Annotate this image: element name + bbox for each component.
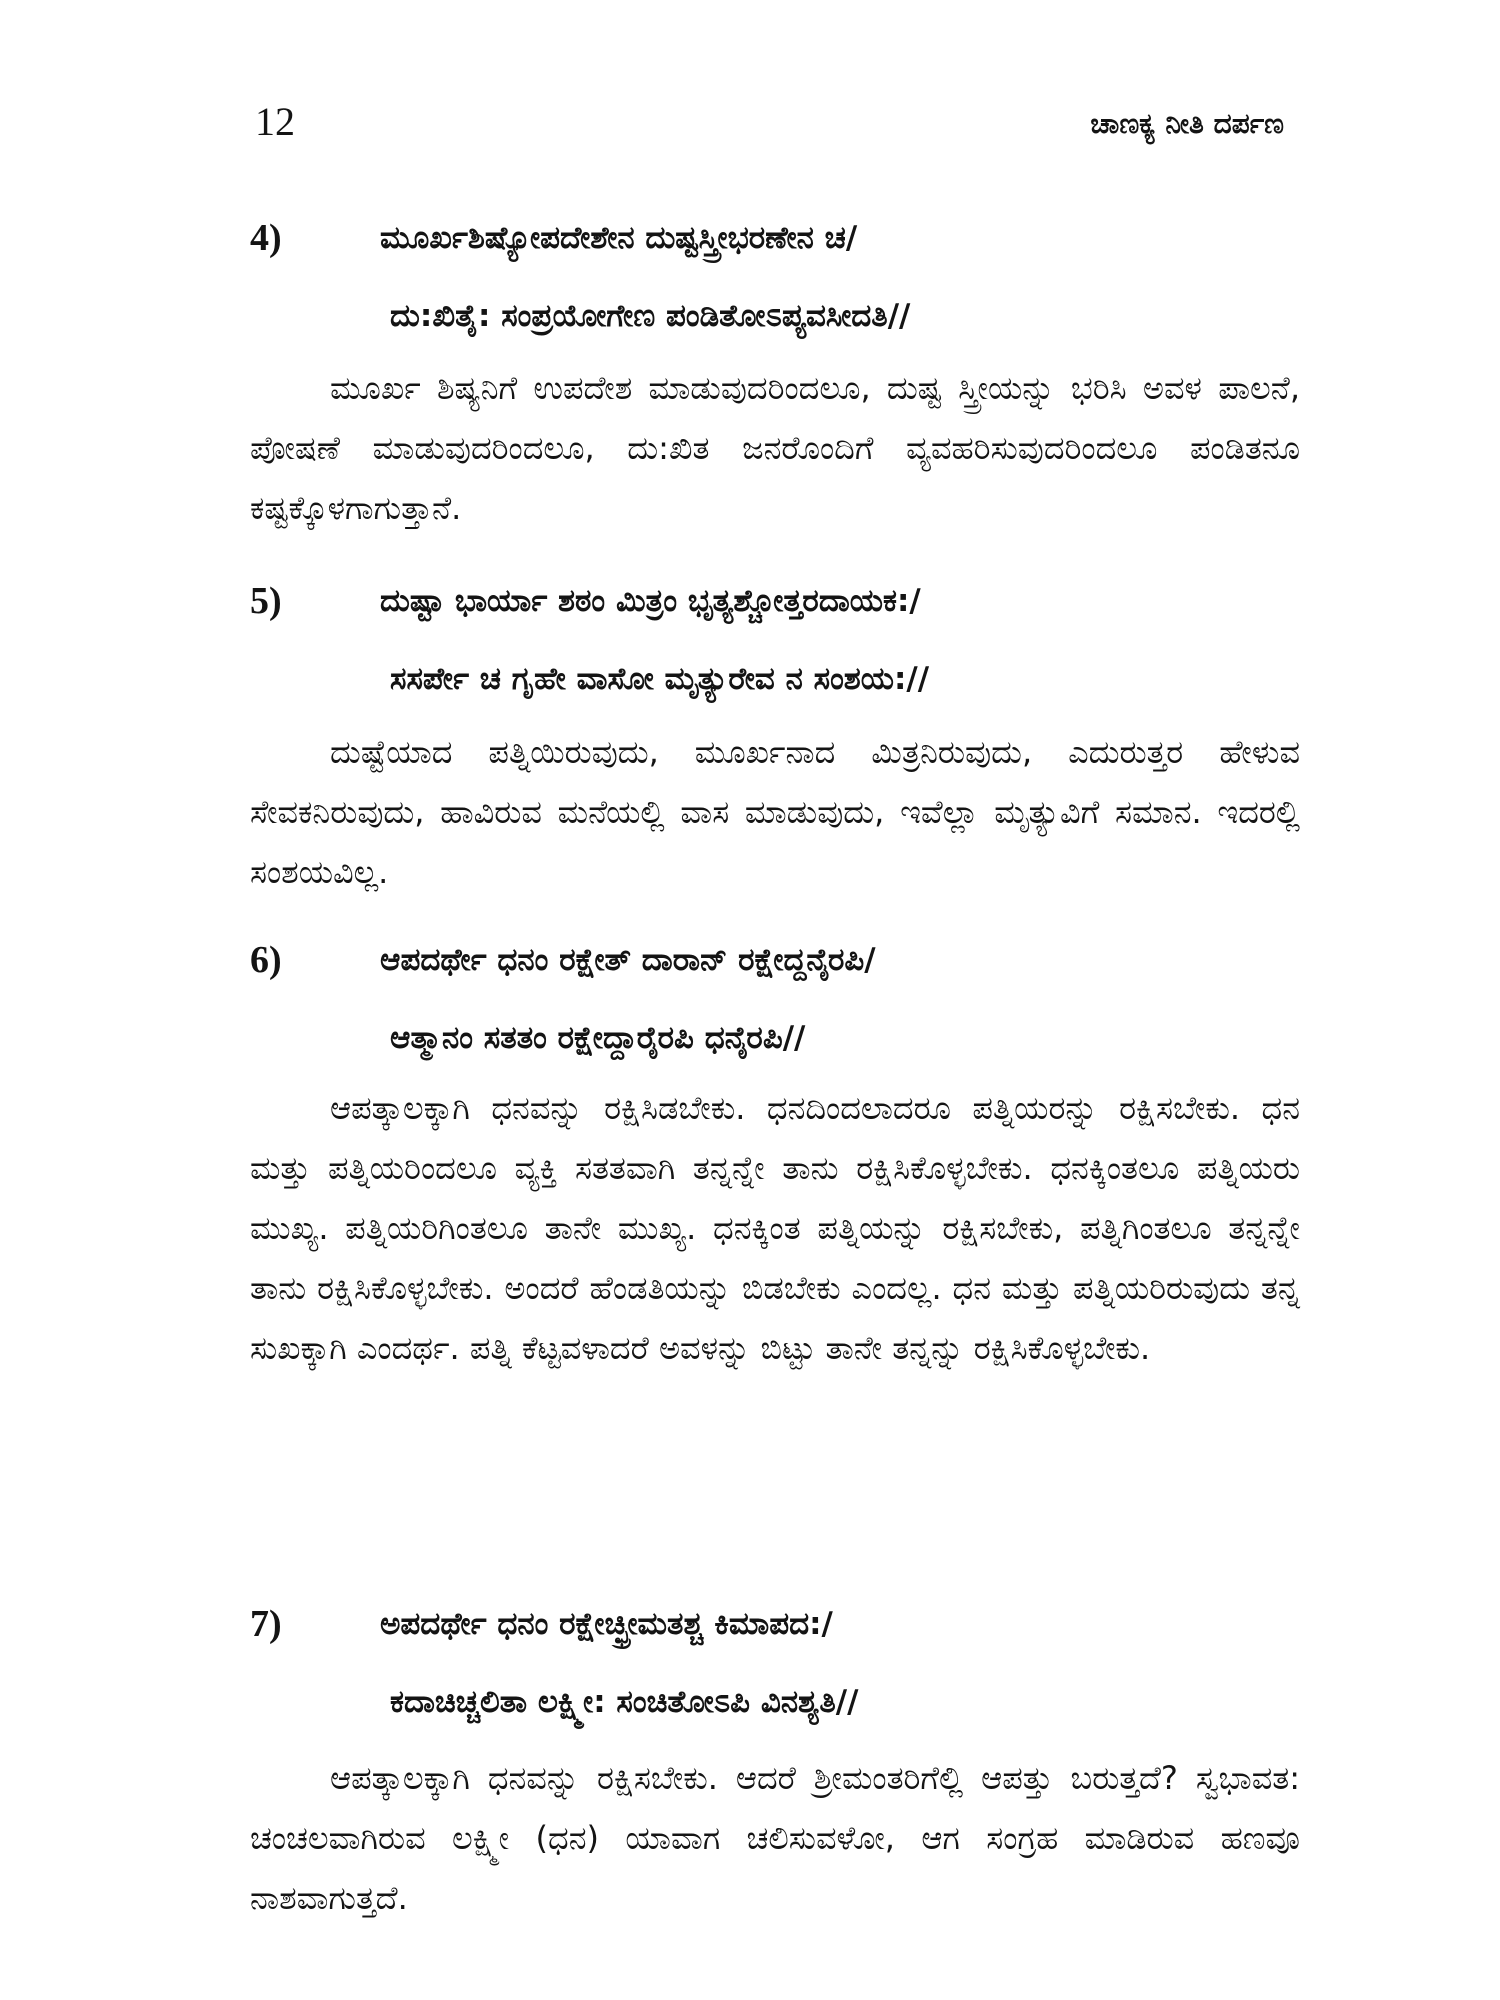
meaning-7: ಆಪತ್ಕಾಲಕ್ಕಾಗಿ ಧನವನ್ನು ರಕ್ಷಿಸಬೇಕು. ಆದರೆ ಶ್ರೀಮಂತರಿಗೆಲ್ಲಿ ಆಪತ್ತು ಬರುತ್ತದೆ? ಸ್ವಭಾವತ: ಚಂಚಲವಾಗಿರುವ ಲಕ್ಷ್ಮೀ (ಧನ) ಯಾವಾಗ ಚಲಿಸುವಳೋ, ಆಗ ಸಂಗ್ರಹ ಮಾಡಿರುವ ಹಣವೂ ನಾಶವಾಗುತ್ತದೆ. [250,1759,1300,1917]
verse-7 [250,1598,1300,1738]
page-number: 12 [255,99,295,144]
verse-line-1: ದುಷ್ಟಾ ಭಾರ್ಯಾ ಶಠಂ ಮಿತ್ರಂ ಭೃತ್ಯಶ್ಚೋತ್ತರದಾಯಕ:/ [380,583,921,619]
verse-line-2: ಕದಾಚಿಚ್ಚಲಿತಾ ಲಕ್ಷ್ಮೀ: ಸಂಚಿತೋಽಪಿ ವಿನಶ್ಯತಿ// [390,1684,859,1720]
meaning-6: ಆಪತ್ಕಾಲಕ್ಕಾಗಿ ಧನವನ್ನು ರಕ್ಷಿಸಿಡಬೇಕು. ಧನದಿಂದಲಾದರೂ ಪತ್ನಿಯರನ್ನು ರಕ್ಷಿಸಬೇಕು. ಧನ ಮತ್ತು ಪತ್ನಿಯರಿಂದಲೂ ವ್ಯಕ್ತಿ ಸತತವಾಗಿ ತನ್ನನ್ನೇ ತಾನು ರಕ್ಷಿಸಿಕೊಳ್ಳಬೇಕು. ಧನಕ್ಕಿಂತಲೂ ಪತ್ನಿಯರು ಮುಖ್ಯ. ಪತ್ನಿಯರಿಗಿಂತಲೂ ತಾನೇ ಮುಖ್ಯ. ಧನಕ್ಕಿಂತ ಪತ್ನಿಯನ್ನು ರಕ್ಷಿಸಬೇಕು, ಪತ್ನಿಗಿಂತಲೂ ತನ್ನನ್ನೇ ತಾನು ರಕ್ಷಿಸಿಕೊಳ್ಳಬೇಕು. ಅಂದರೆ ಹೆಂಡತಿಯನ್ನು ಬಿಡಬೇಕು ಎಂದಲ್ಲ. ಧನ ಮತ್ತು ಪತ್ನಿಯರಿರುವುದು ತನ್ನ ಸುಖಕ್ಕಾಗಿ ಎಂದರ್ಥ. ಪತ್ನಿ ಕೆಟ್ಟವಳಾದರೆ ಅವಳನ್ನು ಬಿಟ್ಟು ತಾನೇ ತನ್ನನ್ನು ರಕ್ಷಿಸಿಕೊಳ್ಳಬೇಕು. [250,1089,1300,1367]
verse-line-2: ಸಸರ್ಪೇ ಚ ಗೃಹೇ ವಾಸೋ ಮೃತ್ಯುರೇವ ನ ಸಂಶಯ:// [390,661,930,697]
verse-line-2: ಆತ್ಮಾನಂ ಸತತಂ ರಕ್ಷೇದ್ದಾರೈರಪಿ ಧನೈರಪಿ// [390,1020,806,1056]
verse-5 [250,575,1300,715]
verse-line-1: ಮೂರ್ಖಶಿಷ್ಯೋಪದೇಶೇನ ದುಷ್ಟಸ್ತ್ರೀಭರಣೇನ ಚ/ [380,220,858,256]
verse-line-1: ಅಪದರ್ಥೇ ಧನಂ ರಕ್ಷೇಚ್ಛ್ರೀಮತಶ್ಚ ಕಿಮಾಪದ:/ [380,1606,833,1642]
verse-line-1: ಆಪದರ್ಥೇ ಧನಂ ರಕ್ಷೇತ್ ದಾರಾನ್ ರಕ್ಷೇದ್ದನೈರಪಿ/ [380,942,876,978]
verse-4 [250,212,1300,352]
meaning-4: ಮೂರ್ಖ ಶಿಷ್ಯನಿಗೆ ಉಪದೇಶ ಮಾಡುವುದರಿಂದಲೂ, ದುಷ್ಟ ಸ್ತ್ರೀಯನ್ನು ಭರಿಸಿ ಅವಳ ಪಾಲನೆ, ಪೋಷಣೆ ಮಾಡುವುದರಿಂದಲೂ, ದು:ಖಿತ ಜನರೊಂದಿಗೆ ವ್ಯವಹರಿಸುವುದರಿಂದಲೂ ಪಂಡಿತನೂ ಕಷ್ಟಕ್ಕೊಳಗಾಗುತ್ತಾನೆ. [250,369,1300,527]
verse-number: 5) [250,580,282,622]
verse-number: 6) [250,939,282,981]
running-title: ಚಾಣಕ್ಯ ನೀತಿ ದರ್ಪಣ [1090,107,1284,140]
verse-number: 4) [250,217,282,259]
verse-6 [250,934,1300,1074]
verse-line-2: ದು:ಖಿತೈ: ಸಂಪ್ರಯೋಗೇಣ ಪಂಡಿತೋಽಪ್ಯವಸೀದತಿ// [390,298,911,334]
meaning-5: ದುಷ್ಟೆಯಾದ ಪತ್ನಿಯಿರುವುದು, ಮೂರ್ಖನಾದ ಮಿತ್ರನಿರುವುದು, ಎದುರುತ್ತರ ಹೇಳುವ ಸೇವಕನಿರುವುದು, ಹಾವಿರುವ ಮನೆಯಲ್ಲಿ ವಾಸ ಮಾಡುವುದು, ಇವೆಲ್ಲಾ ಮೃತ್ಯುವಿಗೆ ಸಮಾನ. ಇದರಲ್ಲಿ ಸಂಶಯವಿಲ್ಲ. [250,733,1300,891]
verse-number: 7) [250,1603,282,1645]
